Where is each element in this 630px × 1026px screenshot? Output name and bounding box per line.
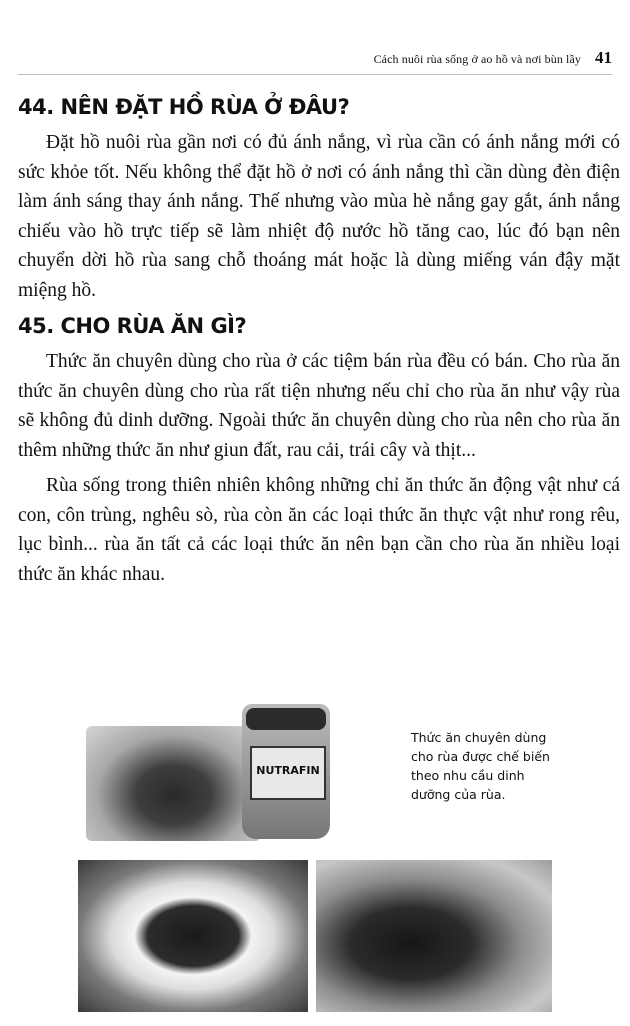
header-rule	[18, 74, 612, 75]
figure-caption: Thức ăn chuyên dùng cho rùa được chế biến theo nhu cầu dinh dưỡng của rùa.	[411, 730, 550, 802]
paragraph-45-2: Rùa sống trong thiên nhiên không những chỉ ăn thức ăn động vật như cá con, côn trùng, nghêu sò, rùa còn ăn các loại thức ăn thực vật như rong rêu, lục bình... rùa ăn tất cả các loại thức ăn nên bạn cần cho rùa ăn nhiều loại thức ăn khác nhau.	[18, 475, 620, 585]
page-number: 41	[595, 48, 612, 67]
running-title: Cách nuôi rùa sống ở ao hồ và nơi bùn lầy	[373, 52, 581, 66]
food-pile-photo	[86, 726, 261, 841]
turtle-food-figure	[78, 704, 558, 1014]
page-body	[18, 92, 620, 595]
paragraph-45-1: Thức ăn chuyên dùng cho rùa ở các tiệm bán rùa đều có bán. Cho rùa ăn thức ăn chuyên dùng cho rùa rất tiện nhưng nếu chỉ cho rùa ăn như vậy rùa sẽ không đủ dinh dưỡng. Ngoài thức ăn chuyên dùng cho rùa nên cho rùa ăn thêm những thức ăn như giun đất, rau cải, trái cây và thịt...	[18, 351, 620, 461]
paragraph-44-1: Đặt hồ nuôi rùa gần nơi có đủ ánh nắng, vì rùa cần có ánh nắng mới có sức khỏe tốt. Nếu không thể đặt hồ ở nơi có ánh nắng thì cần dùng đèn điện làm ánh sáng thay ánh nắng. Thế nhưng vào mùa hè nắng gay gắt, ánh nắng chiếu vào hồ trực tiếp sẽ làm nhiệt độ nước hồ tăng cao, lúc đó bạn nên chuyển dời hồ rùa sang chỗ thoáng mát hoặc là dùng miếng ván đậy mặt miệng hồ.	[18, 132, 620, 301]
jar-label: NUTRAFIN	[250, 746, 326, 800]
running-header	[374, 48, 612, 68]
section-heading-44: 44. NÊN ĐẶT HỒ RÙA Ở ĐÂU?	[18, 95, 350, 119]
food-jar-photo	[242, 704, 330, 839]
section-heading-45: 45. CHO RÙA ĂN GÌ?	[18, 314, 247, 338]
food-pellets-photo	[316, 860, 552, 1012]
food-plate-photo	[78, 860, 308, 1012]
jar-lid	[246, 708, 326, 730]
